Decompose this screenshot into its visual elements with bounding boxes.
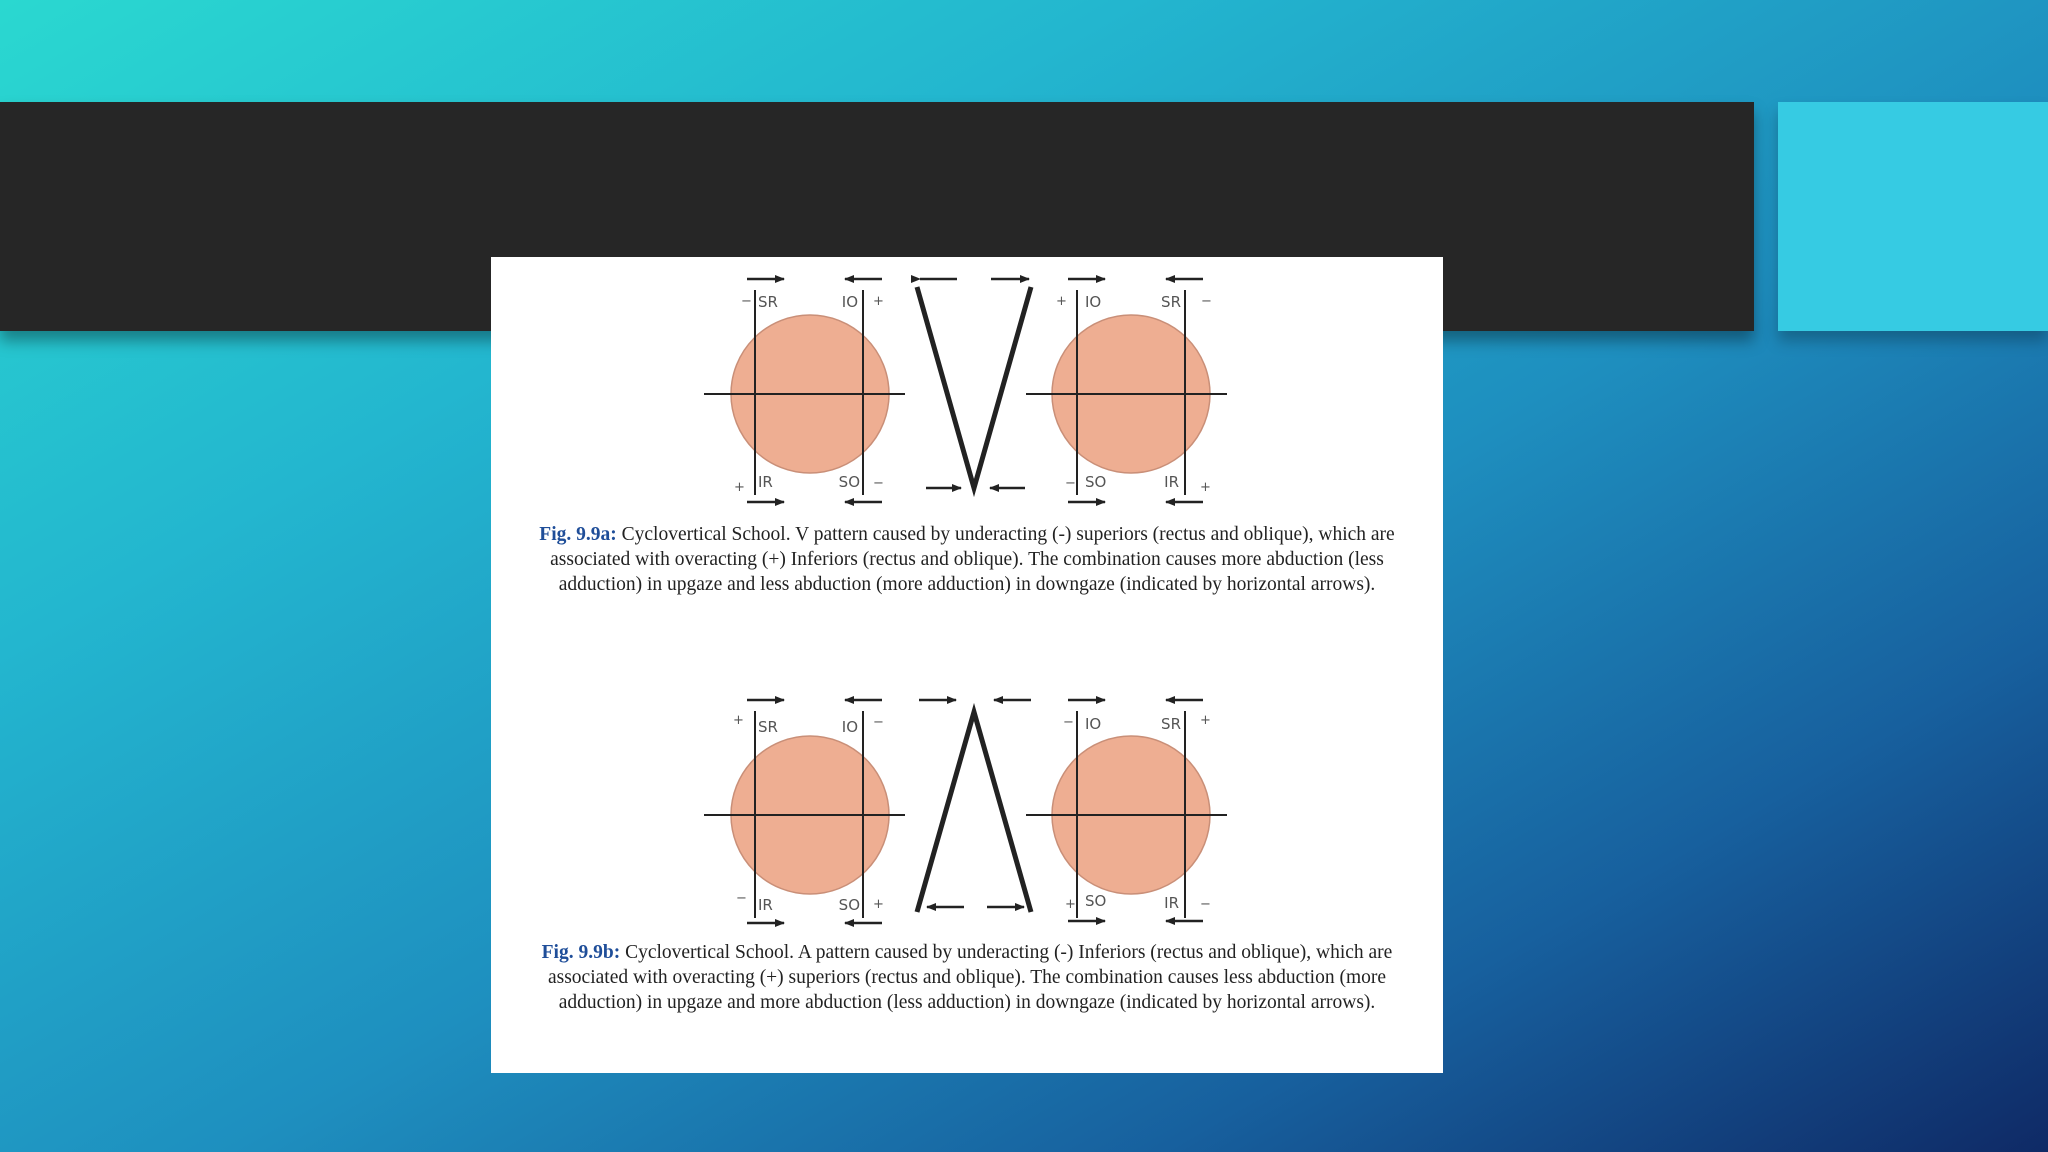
right-eye-a xyxy=(1026,279,1227,502)
sign-label: − xyxy=(741,294,752,309)
figure-a-caption xyxy=(531,522,1403,597)
muscle-label: SR xyxy=(1161,715,1181,733)
sign-label: − xyxy=(736,891,747,906)
sign-label: + xyxy=(733,713,744,728)
sign-label: + xyxy=(1065,897,1076,912)
muscle-label: IR xyxy=(758,896,773,914)
muscle-label: IO xyxy=(1085,293,1102,311)
muscle-label: SR xyxy=(1161,293,1181,311)
sign-label: − xyxy=(873,476,884,491)
sign-label: + xyxy=(1200,480,1211,495)
figure-a-diagram xyxy=(704,279,1227,502)
a-pattern xyxy=(917,700,1031,912)
figure-b-caption-text: Cyclovertical School. A pattern caused by underacting (-) Inferiors (rectus and oblique), which are associated with overacting (+) superiors (rectus and oblique). The combination causes less abduction (more adduction) in upgaze and more abduction (less adduction) in downgaze (indicated by horizontal arrows). xyxy=(547,942,1393,1013)
muscle-label: SR xyxy=(758,293,778,311)
figure-card xyxy=(491,257,1443,1073)
muscle-label: IR xyxy=(758,473,773,491)
sign-label: − xyxy=(1201,294,1212,309)
figure-a-caption-text: Cyclovertical School. V pattern caused by underacting (-) superiors (rectus and oblique), which are associated with overacting (+) Inferiors (rectus and oblique). The combination causes more abduction (less adduction) in upgaze and less abduction (more adduction) in downgaze (indicated by horizontal arrows). xyxy=(550,524,1395,595)
muscle-label: IO xyxy=(841,293,858,311)
sign-label: − xyxy=(873,715,884,730)
a-shape xyxy=(917,712,1031,912)
left-eye-b xyxy=(704,700,905,923)
v-pattern xyxy=(917,279,1031,488)
sign-label: + xyxy=(873,897,884,912)
muscle-label: IR xyxy=(1164,894,1179,912)
sign-label: − xyxy=(1065,476,1076,491)
left-eye-a xyxy=(704,279,905,502)
figure-a-label: Fig. 9.9a: xyxy=(539,524,617,545)
figure-b-caption xyxy=(531,940,1403,1015)
muscle-label: IO xyxy=(1085,715,1102,733)
sign-label: − xyxy=(1200,897,1211,912)
figure-b-diagram xyxy=(704,700,1227,923)
sign-label: + xyxy=(1056,294,1067,309)
right-eye-b xyxy=(1026,700,1227,921)
sign-label: + xyxy=(1200,713,1211,728)
muscle-label: SO xyxy=(838,896,860,914)
muscle-label: IO xyxy=(841,718,858,736)
sign-label: − xyxy=(1063,715,1074,730)
accent-block xyxy=(1778,102,2048,331)
sign-label: + xyxy=(873,294,884,309)
v-shape xyxy=(917,287,1031,488)
muscle-label: SR xyxy=(758,718,778,736)
muscle-label: IR xyxy=(1164,473,1179,491)
muscle-label: SO xyxy=(1085,892,1107,910)
muscle-label: SO xyxy=(1085,473,1107,491)
sign-label: + xyxy=(734,480,745,495)
muscle-label: SO xyxy=(838,473,860,491)
figure-b-label: Fig. 9.9b: xyxy=(541,942,621,963)
